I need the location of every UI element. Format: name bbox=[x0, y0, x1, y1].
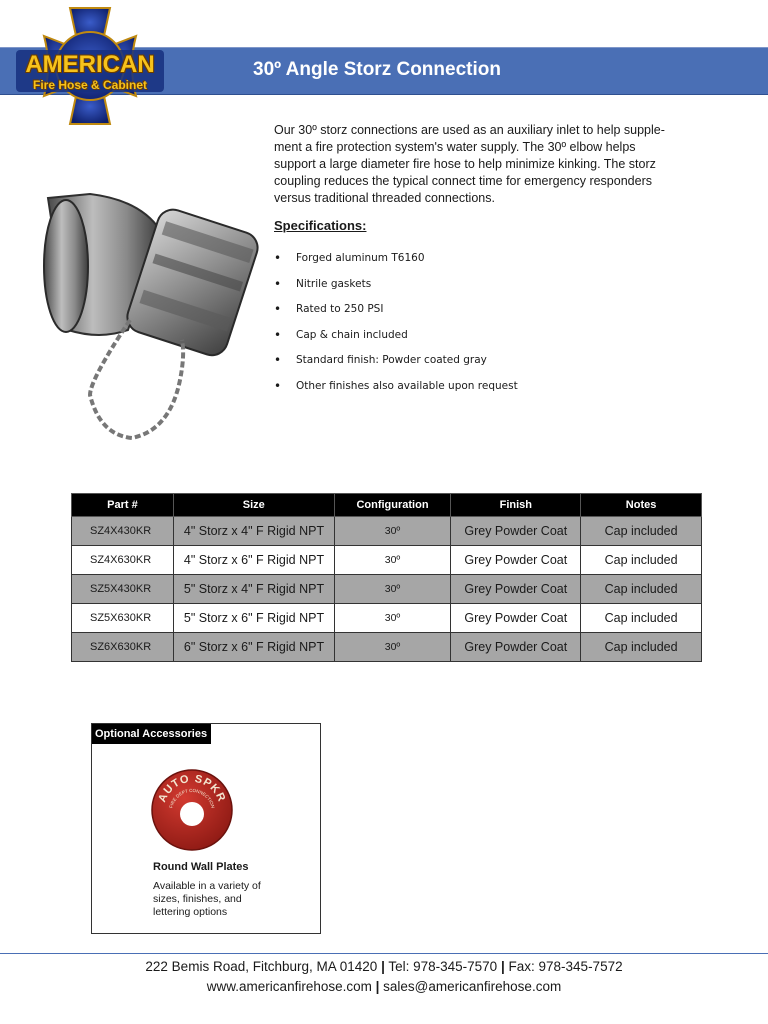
size-cell: 6" Storz x 6" F Rigid NPT bbox=[173, 633, 334, 662]
optional-accessories-box bbox=[91, 723, 321, 934]
footer-divider bbox=[0, 953, 768, 954]
product-image-storz-elbow bbox=[20, 180, 260, 450]
column-header-size: Size bbox=[173, 494, 334, 517]
footer-tel: Tel: 978-345-7570 bbox=[388, 959, 498, 974]
finish-cell: Grey Powder Coat bbox=[451, 604, 581, 633]
table-row bbox=[72, 517, 702, 546]
plate-text: AUTO SPKR bbox=[156, 772, 228, 805]
spec-item: • Nitrile gaskets bbox=[274, 277, 518, 303]
plate-subtext: FIRE DEPT CONNECTION bbox=[168, 787, 216, 809]
specifications-list bbox=[274, 251, 518, 404]
footer-address: 222 Bemis Road, Fitchburg, MA 01420 bbox=[145, 959, 378, 974]
footer-email-link[interactable]: sales@americanfirehose.com bbox=[383, 979, 562, 994]
logo-text-american: AMERICAN bbox=[25, 51, 155, 78]
round-wall-plate-image bbox=[150, 766, 234, 854]
footer-contact-line bbox=[0, 959, 768, 974]
page-title: 30º Angle Storz Connection bbox=[253, 59, 501, 80]
finish-cell: Grey Powder Coat bbox=[451, 633, 581, 662]
column-header-part: Part # bbox=[72, 494, 174, 517]
part-number-cell: SZ4X630KR bbox=[72, 546, 174, 575]
table-row bbox=[72, 575, 702, 604]
configuration-cell: 30º bbox=[334, 517, 451, 546]
size-cell: 4" Storz x 4" F Rigid NPT bbox=[173, 517, 334, 546]
finish-cell: Grey Powder Coat bbox=[451, 575, 581, 604]
notes-cell: Cap included bbox=[581, 546, 702, 575]
column-header-notes: Notes bbox=[581, 494, 702, 517]
part-number-cell: SZ6X630KR bbox=[72, 633, 174, 662]
configuration-cell: 30º bbox=[334, 546, 451, 575]
table-row bbox=[72, 546, 702, 575]
notes-cell: Cap included bbox=[581, 604, 702, 633]
footer-website-link[interactable]: www.americanfirehose.com bbox=[206, 979, 372, 994]
company-logo bbox=[12, 6, 168, 126]
specifications-heading: Specifications: bbox=[274, 218, 367, 233]
finish-cell: Grey Powder Coat bbox=[451, 546, 581, 575]
configuration-cell: 30º bbox=[334, 575, 451, 604]
footer-separator: | bbox=[500, 959, 505, 974]
optional-accessories-title: Optional Accessories bbox=[92, 724, 211, 744]
column-header-finish: Finish bbox=[451, 494, 581, 517]
notes-cell: Cap included bbox=[581, 517, 702, 546]
parts-table bbox=[71, 493, 702, 662]
part-number-cell: SZ5X430KR bbox=[72, 575, 174, 604]
accessory-description: Available in a variety of sizes, finishes, and lettering options bbox=[153, 880, 261, 918]
size-cell: 5" Storz x 4" F Rigid NPT bbox=[173, 575, 334, 604]
notes-cell: Cap included bbox=[581, 575, 702, 604]
spec-item: • Other finishes also available upon request bbox=[274, 379, 518, 405]
size-cell: 5" Storz x 6" F Rigid NPT bbox=[173, 604, 334, 633]
finish-cell: Grey Powder Coat bbox=[451, 517, 581, 546]
spec-item: • Rated to 250 PSI bbox=[274, 302, 518, 328]
size-cell: 4" Storz x 6" F Rigid NPT bbox=[173, 546, 334, 575]
notes-cell: Cap included bbox=[581, 633, 702, 662]
accessory-name: Round Wall Plates bbox=[153, 861, 249, 873]
footer-separator: | bbox=[375, 979, 380, 994]
footer-web-line bbox=[0, 979, 768, 994]
spec-item: • Forged aluminum T6160 bbox=[274, 251, 518, 277]
footer-separator: | bbox=[381, 959, 385, 974]
configuration-cell: 30º bbox=[334, 633, 451, 662]
column-header-configuration: Configuration bbox=[334, 494, 451, 517]
spec-item: • Cap & chain included bbox=[274, 328, 518, 354]
table-row bbox=[72, 633, 702, 662]
footer-fax: Fax: 978-345-7572 bbox=[508, 959, 623, 974]
part-number-cell: SZ5X630KR bbox=[72, 604, 174, 633]
spec-item: • Standard finish: Powder coated gray bbox=[274, 353, 518, 379]
table-header-row bbox=[72, 494, 702, 517]
intro-paragraph: Our 30º storz connections are used as an auxiliary inlet to help supple-ment a fire protection system's water supply. The 30º elbow helps support a large diameter fire hose to help minimize kinking. The storz coupling reduces the typical connect time for emergency responders versus traditional threaded connections. bbox=[274, 123, 665, 205]
configuration-cell: 30º bbox=[334, 604, 451, 633]
table-row bbox=[72, 604, 702, 633]
part-number-cell: SZ4X430KR bbox=[72, 517, 174, 546]
logo-text-subtitle: Fire Hose & Cabinet bbox=[32, 78, 148, 92]
